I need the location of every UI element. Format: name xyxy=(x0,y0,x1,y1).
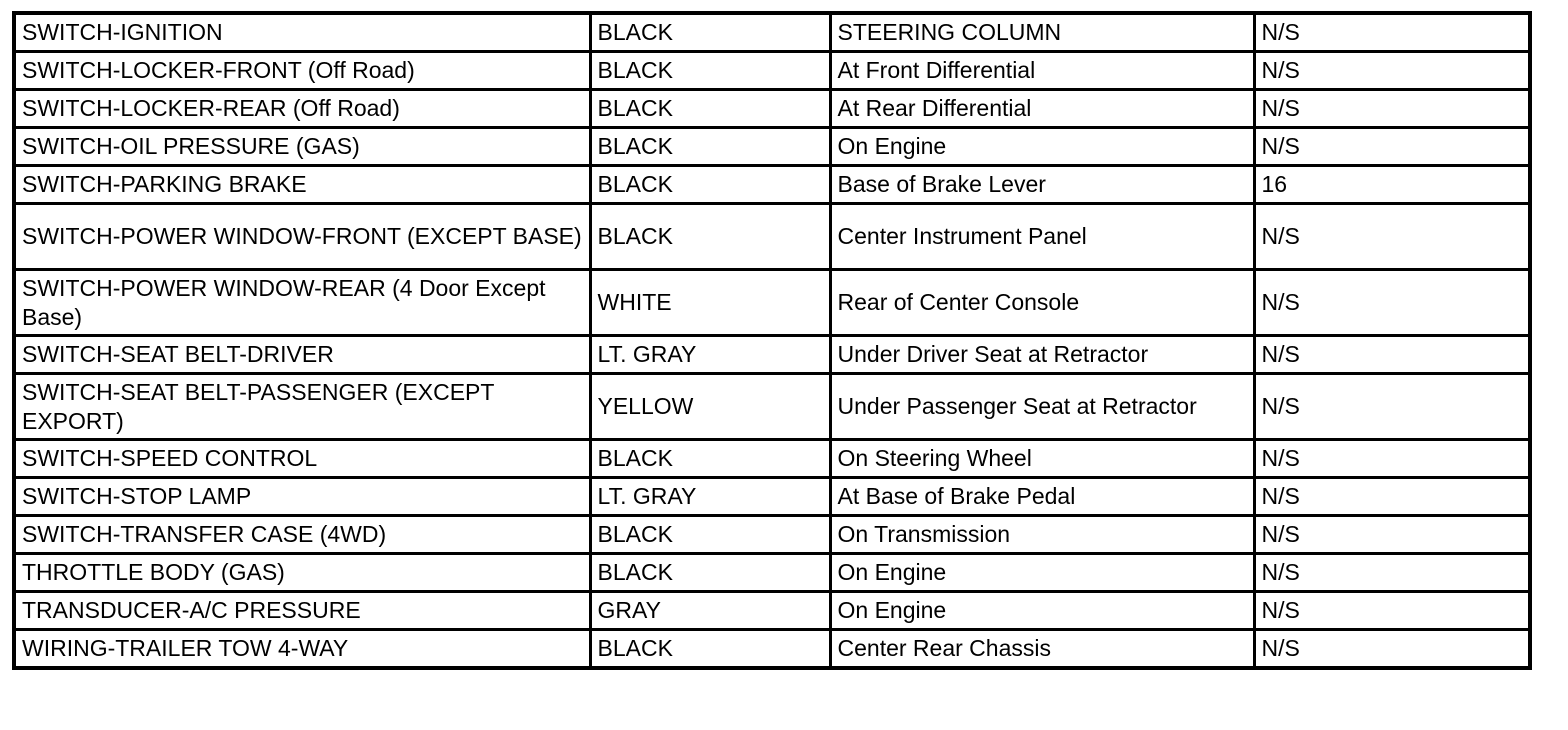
table-row xyxy=(14,128,1530,166)
component-cell: SWITCH-IGNITION xyxy=(14,13,590,52)
location-cell: On Steering Wheel xyxy=(830,440,1254,478)
color-cell: LT. GRAY xyxy=(590,336,830,374)
fig-cell: N/S xyxy=(1254,90,1530,128)
table-row xyxy=(14,270,1530,336)
fig-cell: N/S xyxy=(1254,592,1530,630)
color-cell: BLACK xyxy=(590,52,830,90)
fig-cell: N/S xyxy=(1254,630,1530,669)
component-cell: SWITCH-POWER WINDOW-REAR (4 Door Except Base) xyxy=(14,270,590,336)
table-row xyxy=(14,374,1530,440)
color-cell: YELLOW xyxy=(590,374,830,440)
table-row xyxy=(14,516,1530,554)
location-cell: STEERING COLUMN xyxy=(830,13,1254,52)
table-row xyxy=(14,336,1530,374)
component-cell: WIRING-TRAILER TOW 4-WAY xyxy=(14,630,590,669)
location-cell: At Base of Brake Pedal xyxy=(830,478,1254,516)
component-cell: SWITCH-SEAT BELT-DRIVER xyxy=(14,336,590,374)
location-cell: Under Driver Seat at Retractor xyxy=(830,336,1254,374)
location-cell: Center Instrument Panel xyxy=(830,204,1254,270)
component-cell: SWITCH-OIL PRESSURE (GAS) xyxy=(14,128,590,166)
table-row xyxy=(14,204,1530,270)
color-cell: BLACK xyxy=(590,516,830,554)
fig-cell: N/S xyxy=(1254,336,1530,374)
connector-location-table xyxy=(12,11,1532,670)
fig-cell: N/S xyxy=(1254,52,1530,90)
table-row xyxy=(14,478,1530,516)
color-cell: BLACK xyxy=(590,90,830,128)
color-cell: LT. GRAY xyxy=(590,478,830,516)
component-cell: THROTTLE BODY (GAS) xyxy=(14,554,590,592)
table-row xyxy=(14,52,1530,90)
table-row xyxy=(14,90,1530,128)
location-cell: On Transmission xyxy=(830,516,1254,554)
fig-cell: N/S xyxy=(1254,478,1530,516)
fig-cell: N/S xyxy=(1254,13,1530,52)
table-row xyxy=(14,554,1530,592)
color-cell: WHITE xyxy=(590,270,830,336)
location-cell: Center Rear Chassis xyxy=(830,630,1254,669)
component-cell: SWITCH-LOCKER-REAR (Off Road) xyxy=(14,90,590,128)
location-cell: On Engine xyxy=(830,128,1254,166)
component-cell: SWITCH-TRANSFER CASE (4WD) xyxy=(14,516,590,554)
location-cell: Under Passenger Seat at Retractor xyxy=(830,374,1254,440)
component-cell: SWITCH-PARKING BRAKE xyxy=(14,166,590,204)
color-cell: BLACK xyxy=(590,440,830,478)
table-row xyxy=(14,592,1530,630)
component-cell: SWITCH-LOCKER-FRONT (Off Road) xyxy=(14,52,590,90)
fig-cell: N/S xyxy=(1254,270,1530,336)
color-cell: BLACK xyxy=(590,204,830,270)
fig-cell: 16 xyxy=(1254,166,1530,204)
color-cell: GRAY xyxy=(590,592,830,630)
location-cell: Base of Brake Lever xyxy=(830,166,1254,204)
component-cell: TRANSDUCER-A/C PRESSURE xyxy=(14,592,590,630)
location-cell: On Engine xyxy=(830,554,1254,592)
location-cell: At Front Differential xyxy=(830,52,1254,90)
location-cell: On Engine xyxy=(830,592,1254,630)
color-cell: BLACK xyxy=(590,166,830,204)
fig-cell: N/S xyxy=(1254,440,1530,478)
color-cell: BLACK xyxy=(590,630,830,669)
component-cell: SWITCH-SPEED CONTROL xyxy=(14,440,590,478)
color-cell: BLACK xyxy=(590,128,830,166)
component-cell: SWITCH-SEAT BELT-PASSENGER (EXCEPT EXPORT) xyxy=(14,374,590,440)
color-cell: BLACK xyxy=(590,13,830,52)
component-cell: SWITCH-POWER WINDOW-FRONT (EXCEPT BASE) xyxy=(14,204,590,270)
table-row xyxy=(14,630,1530,669)
component-cell: SWITCH-STOP LAMP xyxy=(14,478,590,516)
table-row xyxy=(14,13,1530,52)
fig-cell: N/S xyxy=(1254,128,1530,166)
fig-cell: N/S xyxy=(1254,554,1530,592)
table-row xyxy=(14,440,1530,478)
color-cell: BLACK xyxy=(590,554,830,592)
fig-cell: N/S xyxy=(1254,516,1530,554)
fig-cell: N/S xyxy=(1254,204,1530,270)
location-cell: Rear of Center Console xyxy=(830,270,1254,336)
fig-cell: N/S xyxy=(1254,374,1530,440)
location-cell: At Rear Differential xyxy=(830,90,1254,128)
table-row xyxy=(14,166,1530,204)
connector-location-table-wrapper xyxy=(12,11,1532,670)
